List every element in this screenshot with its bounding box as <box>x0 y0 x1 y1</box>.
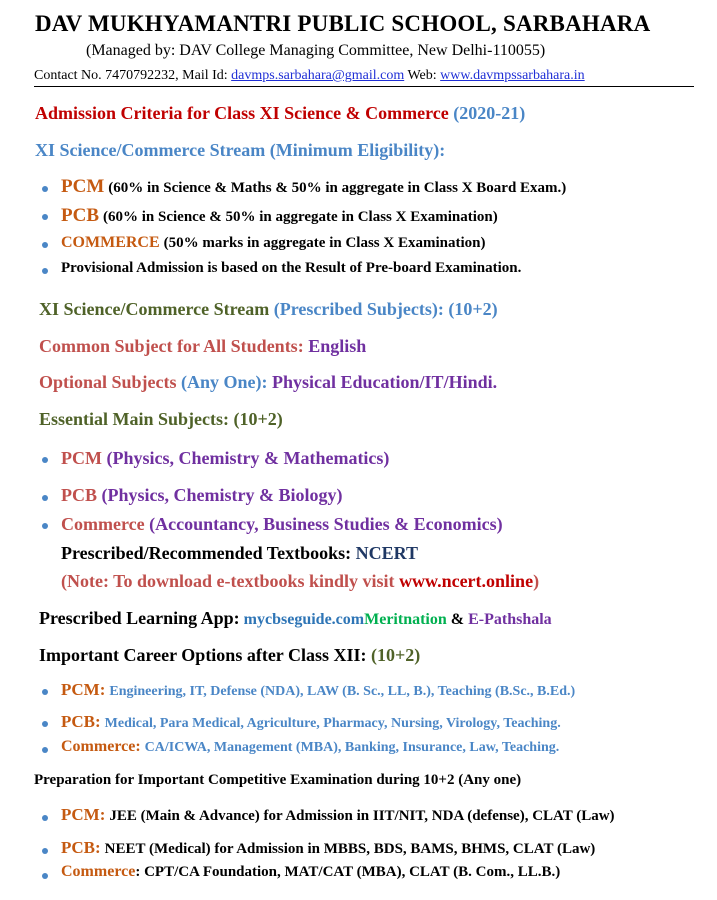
exam-text: : CPT/CA Foundation, MAT/CAT (MBA), CLAT (B. Com., LL.B.) <box>135 864 561 880</box>
bullet-icon <box>42 186 48 192</box>
bullet-icon <box>42 689 48 695</box>
bullet-icon <box>42 523 48 529</box>
main-pcb <box>61 485 342 506</box>
exam-label: PCM: <box>61 805 106 824</box>
learning-app-line <box>39 608 552 629</box>
eligibility-text: (60% in Science & 50% in aggregate in Class X Examination) <box>103 209 498 225</box>
main-label: Commerce <box>61 514 145 534</box>
essential-heading: Essential Main Subjects: (10+2) <box>39 409 283 429</box>
textbooks-label: Prescribed/Recommended Textbooks: <box>61 543 352 563</box>
managed-by: (Managed by: DAV College Managing Committee, New Delhi-110055) <box>86 42 546 59</box>
main-text: (Accountancy, Business Studies & Economics) <box>149 514 503 534</box>
exam-pcm <box>61 805 615 825</box>
career-commerce <box>61 738 559 756</box>
bullet-icon <box>42 873 48 879</box>
main-label: PCB <box>61 485 97 505</box>
eligibility-provisional: Provisional Admission is based on the Result of Pre-board Examination. <box>61 260 522 276</box>
school-name: DAV MUKHYAMANTRI PUBLIC SCHOOL, SARBAHARA <box>35 11 651 36</box>
admission-title <box>35 103 525 124</box>
main-pcm <box>61 448 389 469</box>
web-label: Web: <box>404 68 441 83</box>
note-text: (Note: To download e-textbooks kindly visit <box>61 571 395 591</box>
prescribed-stream: XI Science/Commerce Stream <box>39 299 270 319</box>
bullet-icon <box>42 214 48 220</box>
bullet-icon <box>42 495 48 501</box>
optional-value: Physical Education/IT/Hindi. <box>272 372 498 392</box>
eligibility-heading: XI Science/Commerce Stream (Minimum Eligibility): <box>35 140 446 160</box>
bullet-icon <box>42 242 48 248</box>
main-label: PCM <box>61 448 102 468</box>
bullet-icon <box>42 815 48 821</box>
optional-any: (Any One): <box>181 372 268 392</box>
note-close: ) <box>533 571 540 591</box>
eligibility-pcb <box>61 205 498 227</box>
bullet-icon <box>42 268 48 274</box>
ncert-link[interactable]: www.ncert.online <box>399 571 534 591</box>
exam-commerce <box>61 863 560 881</box>
exam-label: Commerce <box>61 863 136 880</box>
eligibility-label: PCB <box>61 205 99 226</box>
bullet-icon <box>42 747 48 753</box>
textbooks-value: NCERT <box>355 543 419 563</box>
app-mycbseguide[interactable]: mycbseguide.com <box>243 611 365 628</box>
eligibility-label: COMMERCE <box>61 234 160 251</box>
common-subject <box>39 336 366 357</box>
admission-title-text: Admission Criteria for Class XI Science & Commerce <box>35 103 449 123</box>
exam-label: PCB: <box>61 838 101 857</box>
note-line <box>61 571 539 592</box>
bullet-icon <box>42 721 48 727</box>
career-heading-text: Important Career Options after Class XII: <box>39 645 367 665</box>
career-text: CA/ICWA, Management (MBA), Banking, Insurance, Law, Teaching. <box>144 740 560 755</box>
common-value: English <box>308 336 367 356</box>
career-pcb <box>61 712 561 732</box>
career-text: Medical, Para Medical, Agriculture, Pharmacy, Nursing, Virology, Teaching. <box>104 716 561 731</box>
eligibility-pcm <box>61 176 566 198</box>
bullet-icon <box>42 457 48 463</box>
main-text: (Physics, Chemistry & Biology) <box>101 485 343 505</box>
common-label: Common Subject for All Students: <box>39 336 304 356</box>
contact-line <box>34 68 585 84</box>
career-label: PCM: <box>61 680 106 699</box>
textbooks-line <box>61 543 418 564</box>
optional-subjects <box>39 372 497 393</box>
exam-text: JEE (Main & Advance) for Admission in IIT/NIT, NDA (defense), CLAT (Law) <box>109 808 615 824</box>
exam-heading: Preparation for Important Competitive Examination during 10+2 (Any one) <box>34 772 522 788</box>
email-link[interactable]: davmps.sarbahara@gmail.com <box>231 68 405 83</box>
main-text: (Physics, Chemistry & Mathematics) <box>106 448 390 468</box>
career-label: PCB: <box>61 712 101 731</box>
career-text: Engineering, IT, Defense (NDA), LAW (B. Sc., LL, B.), Teaching (B.Sc., B.Ed.) <box>109 684 576 699</box>
exam-pcb <box>61 838 595 858</box>
website-link[interactable]: www.davmpssarbahara.in <box>440 68 585 83</box>
admission-year: (2020-21) <box>453 103 526 123</box>
eligibility-text: (60% in Science & Maths & 50% in aggregate in Class X Board Exam.) <box>108 180 567 196</box>
app-ampersand: & <box>450 611 465 628</box>
contact-number: Contact No. 7470792232, Mail Id: <box>34 68 232 83</box>
eligibility-commerce <box>61 234 485 252</box>
app-meritnation[interactable]: Meritnation <box>364 611 447 628</box>
career-pcm <box>61 680 575 700</box>
app-epathshala[interactable]: E-Pathshala <box>468 611 552 628</box>
prescribed-label: (Prescribed Subjects): (10+2) <box>273 299 498 319</box>
career-heading <box>39 645 420 666</box>
prescribed-subjects-heading <box>39 299 498 320</box>
optional-label: Optional Subjects <box>39 372 177 392</box>
eligibility-text: (50% marks in aggregate in Class X Examination) <box>163 235 486 251</box>
bullet-icon <box>42 848 48 854</box>
learning-label: Prescribed Learning App: <box>39 608 240 628</box>
career-label: Commerce: <box>61 738 141 755</box>
header-divider <box>34 86 694 87</box>
main-commerce <box>61 514 503 535</box>
eligibility-label: PCM <box>61 176 105 197</box>
exam-text: NEET (Medical) for Admission in MBBS, BDS, BAMS, BHMS, CLAT (Law) <box>104 841 596 857</box>
career-heading-level: (10+2) <box>370 645 421 665</box>
